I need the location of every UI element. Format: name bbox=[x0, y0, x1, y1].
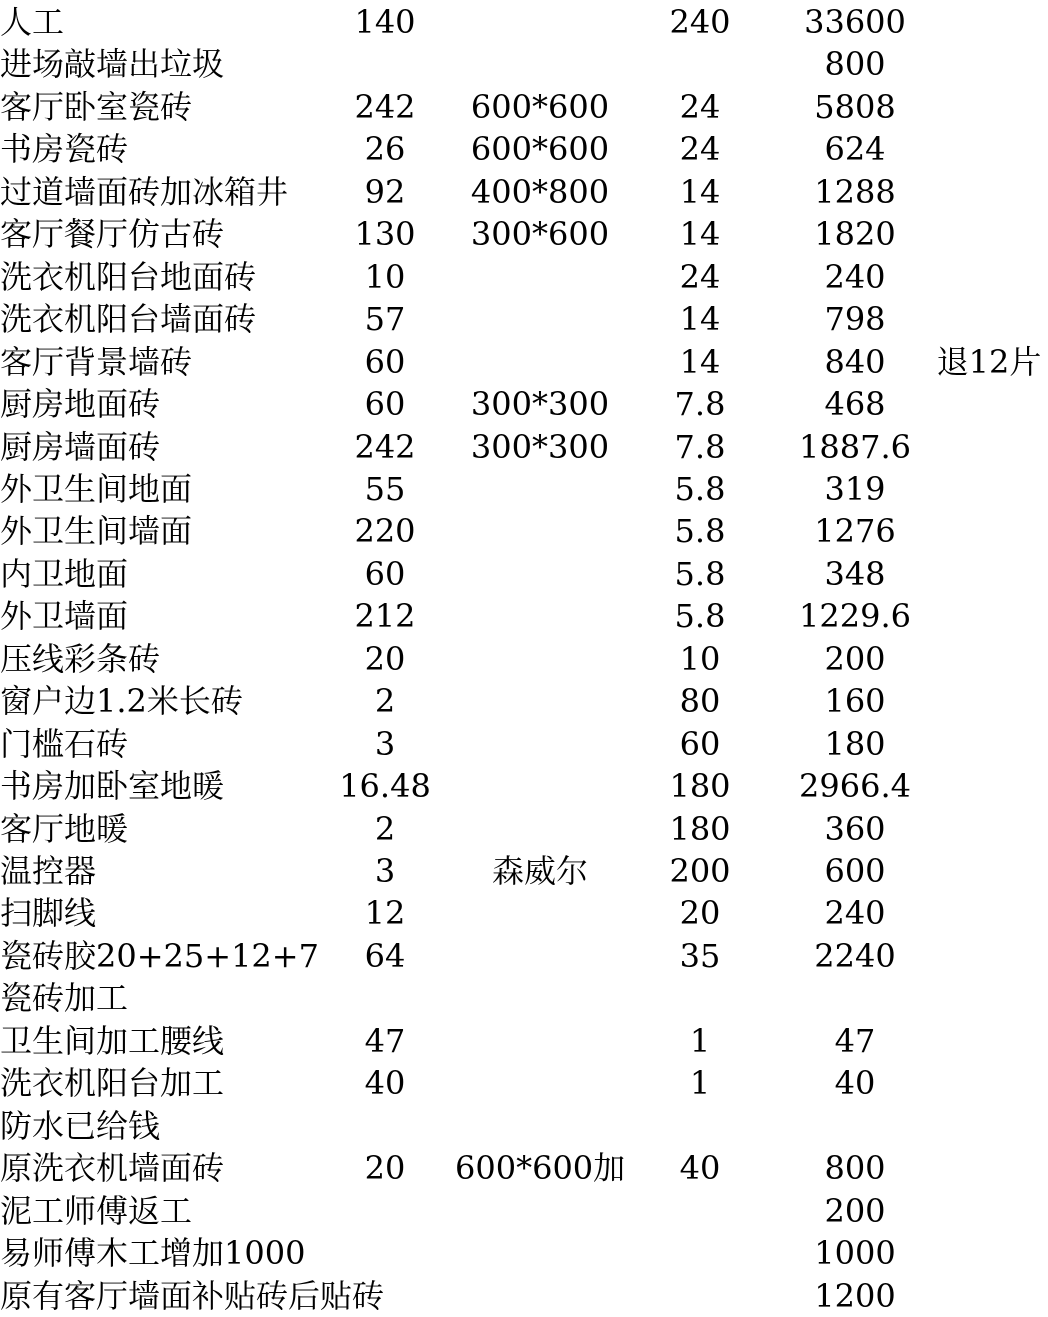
note-cell[interactable] bbox=[930, 43, 1048, 85]
table-row bbox=[0, 1232, 1048, 1274]
item-name-cell[interactable]: 瓷砖胶20+25+12+7 bbox=[0, 936, 319, 975]
total-cell[interactable]: 240 bbox=[824, 894, 886, 933]
table-row bbox=[0, 1190, 1048, 1232]
note-cell[interactable] bbox=[930, 256, 1048, 298]
item-name-cell[interactable]: 泥工师傅返工 bbox=[0, 1191, 193, 1230]
table-row bbox=[0, 680, 1048, 722]
spec-cell[interactable] bbox=[455, 723, 625, 765]
table-row bbox=[0, 256, 1048, 298]
quantity-cell[interactable] bbox=[325, 1232, 445, 1274]
note-cell[interactable] bbox=[930, 298, 1048, 340]
note-cell[interactable] bbox=[930, 595, 1048, 637]
table-row bbox=[0, 595, 1048, 637]
quantity-cell[interactable] bbox=[325, 1105, 445, 1147]
item-name-cell[interactable]: 人工 bbox=[0, 3, 65, 41]
total-cell[interactable]: 1820 bbox=[814, 215, 896, 254]
total-cell[interactable]: 800 bbox=[824, 1149, 886, 1188]
note-cell[interactable] bbox=[930, 723, 1048, 765]
note-cell[interactable] bbox=[930, 808, 1048, 850]
item-name-cell[interactable]: 易师傅木工增加1000 bbox=[0, 1234, 306, 1273]
spec-cell[interactable] bbox=[455, 553, 625, 595]
unit-price-cell[interactable]: 14 bbox=[679, 342, 721, 381]
table-row bbox=[0, 510, 1048, 552]
table-row bbox=[0, 213, 1048, 255]
item-name-cell[interactable]: 书房加卧室地暖 bbox=[0, 767, 225, 806]
total-cell[interactable]: 2240 bbox=[814, 936, 896, 975]
total-cell[interactable]: 624 bbox=[824, 130, 886, 169]
note-cell[interactable] bbox=[930, 510, 1048, 552]
item-name-cell[interactable]: 温控器 bbox=[0, 852, 97, 890]
table-row bbox=[0, 43, 1048, 85]
item-name-cell[interactable]: 扫脚线 bbox=[0, 894, 97, 933]
spec-cell[interactable] bbox=[455, 1275, 625, 1317]
quantity-cell[interactable]: 92 bbox=[364, 172, 406, 211]
table-row bbox=[0, 86, 1048, 128]
item-name-cell[interactable]: 厨房墙面砖 bbox=[0, 427, 161, 466]
unit-price-cell[interactable]: 60 bbox=[679, 724, 721, 763]
quantity-cell[interactable]: 3 bbox=[374, 852, 396, 890]
unit-price-cell[interactable]: 14 bbox=[679, 172, 721, 211]
quantity-cell[interactable]: 10 bbox=[364, 257, 406, 296]
table-row bbox=[0, 171, 1048, 213]
total-cell[interactable]: 798 bbox=[824, 300, 886, 339]
note-cell[interactable] bbox=[930, 1020, 1048, 1062]
item-name-cell[interactable]: 过道墙面砖加冰箱井 bbox=[0, 172, 289, 211]
note-cell[interactable] bbox=[930, 935, 1048, 977]
table-row bbox=[0, 977, 1048, 1019]
note-cell[interactable] bbox=[930, 1232, 1048, 1274]
spec-cell[interactable] bbox=[455, 765, 625, 807]
spec-cell[interactable] bbox=[455, 468, 625, 510]
spec-cell[interactable] bbox=[455, 595, 625, 637]
spec-cell[interactable] bbox=[455, 935, 625, 977]
note-cell[interactable] bbox=[930, 892, 1048, 934]
quantity-cell[interactable]: 60 bbox=[364, 342, 406, 381]
table-row bbox=[0, 341, 1048, 383]
spec-cell[interactable]: 300*300 bbox=[470, 427, 610, 466]
quantity-cell[interactable]: 3 bbox=[374, 724, 396, 763]
unit-price-cell[interactable] bbox=[640, 1105, 760, 1147]
quantity-cell[interactable]: 220 bbox=[354, 512, 416, 551]
item-name-cell[interactable]: 窗户边1.2米长砖 bbox=[0, 682, 243, 721]
quantity-cell[interactable]: 242 bbox=[354, 87, 416, 126]
spec-cell[interactable] bbox=[455, 1062, 625, 1104]
unit-price-cell[interactable]: 180 bbox=[669, 809, 731, 848]
note-cell[interactable] bbox=[930, 765, 1048, 807]
quantity-cell[interactable]: 60 bbox=[364, 385, 406, 424]
quantity-cell[interactable]: 47 bbox=[364, 1021, 406, 1060]
note-cell[interactable]: 退12片 bbox=[936, 342, 1042, 381]
quantity-cell[interactable] bbox=[325, 977, 445, 1019]
table-row bbox=[0, 298, 1048, 340]
quantity-cell[interactable] bbox=[325, 1275, 445, 1317]
unit-price-cell[interactable] bbox=[640, 1190, 760, 1232]
total-cell[interactable] bbox=[775, 977, 935, 1019]
unit-price-cell[interactable]: 80 bbox=[679, 682, 721, 721]
item-name-cell[interactable]: 客厅餐厅仿古砖 bbox=[0, 215, 225, 254]
quantity-cell[interactable]: 12 bbox=[364, 894, 406, 933]
unit-price-cell[interactable]: 10 bbox=[679, 639, 721, 678]
table-row bbox=[0, 1062, 1048, 1104]
unit-price-cell[interactable]: 1 bbox=[689, 1021, 711, 1060]
table-row bbox=[0, 468, 1048, 510]
table-row bbox=[0, 1147, 1048, 1189]
unit-price-cell[interactable]: 24 bbox=[679, 87, 721, 126]
unit-price-cell[interactable]: 200 bbox=[669, 852, 731, 890]
table-row bbox=[0, 1275, 1048, 1317]
item-name-cell[interactable]: 内卫地面 bbox=[0, 554, 129, 593]
unit-price-cell[interactable]: 14 bbox=[679, 300, 721, 339]
unit-price-cell[interactable] bbox=[640, 43, 760, 85]
spec-cell[interactable] bbox=[455, 341, 625, 383]
item-name-cell[interactable]: 客厅卧室瓷砖 bbox=[0, 87, 193, 126]
unit-price-cell[interactable]: 180 bbox=[669, 767, 731, 806]
item-name-cell[interactable]: 书房瓷砖 bbox=[0, 130, 129, 169]
note-cell[interactable] bbox=[930, 171, 1048, 213]
spec-cell[interactable]: 400*800 bbox=[470, 172, 610, 211]
spec-cell[interactable]: 600*600 bbox=[470, 130, 610, 169]
table-row bbox=[0, 1105, 1048, 1147]
total-cell[interactable]: 240 bbox=[824, 257, 886, 296]
spec-cell[interactable] bbox=[455, 43, 625, 85]
note-cell[interactable] bbox=[930, 468, 1048, 510]
total-cell[interactable]: 47 bbox=[834, 1021, 876, 1060]
item-name-cell[interactable]: 外卫生间地面 bbox=[0, 469, 193, 508]
total-cell[interactable]: 160 bbox=[824, 682, 886, 721]
quantity-cell[interactable]: 40 bbox=[364, 1064, 406, 1103]
spec-cell[interactable] bbox=[455, 1105, 625, 1147]
note-cell[interactable] bbox=[930, 1275, 1048, 1317]
unit-price-cell[interactable]: 7.8 bbox=[674, 385, 726, 424]
quantity-cell[interactable]: 130 bbox=[354, 215, 416, 254]
spec-cell[interactable]: 600*600加 bbox=[455, 1149, 626, 1188]
table-row bbox=[0, 892, 1048, 934]
note-cell[interactable] bbox=[930, 213, 1048, 255]
total-cell[interactable]: 600 bbox=[824, 852, 886, 890]
spec-cell[interactable] bbox=[455, 680, 625, 722]
unit-price-cell[interactable]: 24 bbox=[679, 257, 721, 296]
spec-cell[interactable] bbox=[455, 1020, 625, 1062]
unit-price-cell[interactable]: 5.8 bbox=[674, 512, 726, 551]
spec-cell[interactable]: 600*600 bbox=[470, 87, 610, 126]
quantity-cell[interactable]: 20 bbox=[364, 1149, 406, 1188]
quantity-cell[interactable]: 242 bbox=[354, 427, 416, 466]
table-row bbox=[0, 383, 1048, 425]
note-cell[interactable] bbox=[930, 638, 1048, 680]
spec-cell[interactable] bbox=[455, 1190, 625, 1232]
table-row bbox=[0, 553, 1048, 595]
unit-price-cell[interactable] bbox=[640, 1275, 760, 1317]
spec-cell[interactable] bbox=[455, 1232, 625, 1274]
item-name-cell[interactable]: 防水已给钱 bbox=[0, 1106, 161, 1145]
unit-price-cell[interactable]: 20 bbox=[679, 894, 721, 933]
quantity-cell[interactable]: 55 bbox=[364, 469, 406, 508]
total-cell[interactable]: 800 bbox=[824, 45, 886, 84]
total-cell[interactable]: 319 bbox=[824, 469, 886, 508]
spec-cell[interactable] bbox=[455, 638, 625, 680]
unit-price-cell[interactable] bbox=[640, 977, 760, 1019]
table-row bbox=[0, 638, 1048, 680]
note-cell[interactable] bbox=[930, 1190, 1048, 1232]
quantity-cell[interactable]: 64 bbox=[364, 936, 406, 975]
quantity-cell[interactable]: 20 bbox=[364, 639, 406, 678]
spec-cell[interactable] bbox=[455, 298, 625, 340]
note-cell[interactable] bbox=[930, 128, 1048, 170]
quantity-cell[interactable]: 26 bbox=[364, 130, 406, 169]
item-name-cell[interactable]: 外卫生间墙面 bbox=[0, 512, 193, 551]
item-name-cell[interactable]: 洗衣机阳台地面砖 bbox=[0, 257, 257, 296]
item-name-cell[interactable]: 厨房地面砖 bbox=[0, 385, 161, 424]
total-cell[interactable]: 1276 bbox=[814, 512, 896, 551]
quantity-cell[interactable] bbox=[325, 1190, 445, 1232]
spec-cell[interactable] bbox=[455, 1, 625, 43]
total-cell[interactable]: 5808 bbox=[814, 87, 896, 126]
quantity-cell[interactable]: 60 bbox=[364, 554, 406, 593]
unit-price-cell[interactable]: 5.8 bbox=[674, 597, 726, 636]
note-cell[interactable] bbox=[930, 977, 1048, 1019]
total-cell[interactable]: 40 bbox=[834, 1064, 876, 1103]
total-cell[interactable]: 200 bbox=[824, 1191, 886, 1230]
table-row bbox=[0, 765, 1048, 807]
item-name-cell[interactable]: 原洗衣机墙面砖 bbox=[0, 1149, 225, 1188]
note-cell[interactable] bbox=[930, 1062, 1048, 1104]
note-cell[interactable] bbox=[930, 86, 1048, 128]
note-cell[interactable] bbox=[930, 850, 1048, 892]
unit-price-cell[interactable]: 7.8 bbox=[674, 427, 726, 466]
quantity-cell[interactable] bbox=[325, 43, 445, 85]
quantity-cell[interactable]: 140 bbox=[354, 3, 416, 41]
total-cell[interactable]: 1887.6 bbox=[799, 427, 911, 466]
note-cell[interactable] bbox=[930, 1105, 1048, 1147]
spec-cell[interactable]: 300*300 bbox=[470, 385, 610, 424]
table-row bbox=[0, 850, 1048, 892]
table-row bbox=[0, 1020, 1048, 1062]
note-cell[interactable] bbox=[930, 426, 1048, 468]
table-row bbox=[0, 935, 1048, 977]
unit-price-cell[interactable] bbox=[640, 1232, 760, 1274]
spec-cell[interactable] bbox=[455, 892, 625, 934]
item-name-cell[interactable]: 洗衣机阳台加工 bbox=[0, 1064, 225, 1103]
unit-price-cell[interactable]: 24 bbox=[679, 130, 721, 169]
quantity-cell[interactable]: 212 bbox=[354, 597, 416, 636]
quantity-cell[interactable]: 2 bbox=[374, 809, 396, 848]
note-cell[interactable] bbox=[930, 1147, 1048, 1189]
note-cell[interactable] bbox=[930, 680, 1048, 722]
table-row bbox=[0, 723, 1048, 765]
spec-cell[interactable] bbox=[455, 977, 625, 1019]
total-cell[interactable]: 200 bbox=[824, 639, 886, 678]
unit-price-cell[interactable]: 5.8 bbox=[674, 469, 726, 508]
spec-cell[interactable] bbox=[455, 256, 625, 298]
unit-price-cell[interactable]: 1 bbox=[689, 1064, 711, 1103]
total-cell[interactable]: 1229.6 bbox=[799, 597, 911, 636]
item-name-cell[interactable]: 原有客厅墙面补贴砖后贴砖 bbox=[0, 1276, 385, 1315]
spec-cell[interactable] bbox=[455, 808, 625, 850]
unit-price-cell[interactable]: 5.8 bbox=[674, 554, 726, 593]
quantity-cell[interactable]: 16.48 bbox=[339, 767, 431, 806]
total-cell[interactable] bbox=[775, 1105, 935, 1147]
table-row bbox=[0, 808, 1048, 850]
unit-price-cell[interactable]: 240 bbox=[669, 3, 731, 41]
unit-price-cell[interactable]: 14 bbox=[679, 215, 721, 254]
quantity-cell[interactable]: 2 bbox=[374, 682, 396, 721]
note-cell[interactable] bbox=[930, 553, 1048, 595]
note-cell[interactable] bbox=[930, 383, 1048, 425]
total-cell[interactable]: 180 bbox=[824, 724, 886, 763]
total-cell[interactable]: 468 bbox=[824, 385, 886, 424]
total-cell[interactable]: 348 bbox=[824, 554, 886, 593]
spec-cell[interactable]: 森威尔 bbox=[491, 852, 588, 890]
total-cell[interactable]: 1000 bbox=[814, 1234, 896, 1273]
item-name-cell[interactable]: 进场敲墙出垃圾 bbox=[0, 45, 225, 84]
item-name-cell[interactable]: 洗衣机阳台墙面砖 bbox=[0, 300, 257, 339]
item-name-cell[interactable]: 门槛石砖 bbox=[0, 724, 129, 763]
quantity-cell[interactable]: 57 bbox=[364, 300, 406, 339]
table-row bbox=[0, 1, 1048, 43]
table-row bbox=[0, 128, 1048, 170]
spec-cell[interactable]: 300*600 bbox=[470, 215, 610, 254]
item-name-cell[interactable]: 卫生间加工腰线 bbox=[0, 1021, 225, 1060]
total-cell[interactable]: 33600 bbox=[804, 3, 906, 41]
spec-cell[interactable] bbox=[455, 510, 625, 552]
unit-price-cell[interactable]: 35 bbox=[679, 936, 721, 975]
item-name-cell[interactable]: 客厅背景墙砖 bbox=[0, 342, 193, 381]
item-name-cell[interactable]: 客厅地暖 bbox=[0, 809, 129, 848]
item-name-cell[interactable]: 瓷砖加工 bbox=[0, 979, 129, 1018]
unit-price-cell[interactable]: 40 bbox=[679, 1149, 721, 1188]
note-cell[interactable] bbox=[930, 1, 1048, 43]
table-row bbox=[0, 426, 1048, 468]
total-cell[interactable]: 840 bbox=[824, 342, 886, 381]
total-cell[interactable]: 360 bbox=[824, 809, 886, 848]
total-cell[interactable]: 2966.4 bbox=[799, 767, 911, 806]
item-name-cell[interactable]: 压线彩条砖 bbox=[0, 639, 161, 678]
total-cell[interactable]: 1200 bbox=[814, 1276, 896, 1315]
item-name-cell[interactable]: 外卫墙面 bbox=[0, 597, 129, 636]
total-cell[interactable]: 1288 bbox=[814, 172, 896, 211]
